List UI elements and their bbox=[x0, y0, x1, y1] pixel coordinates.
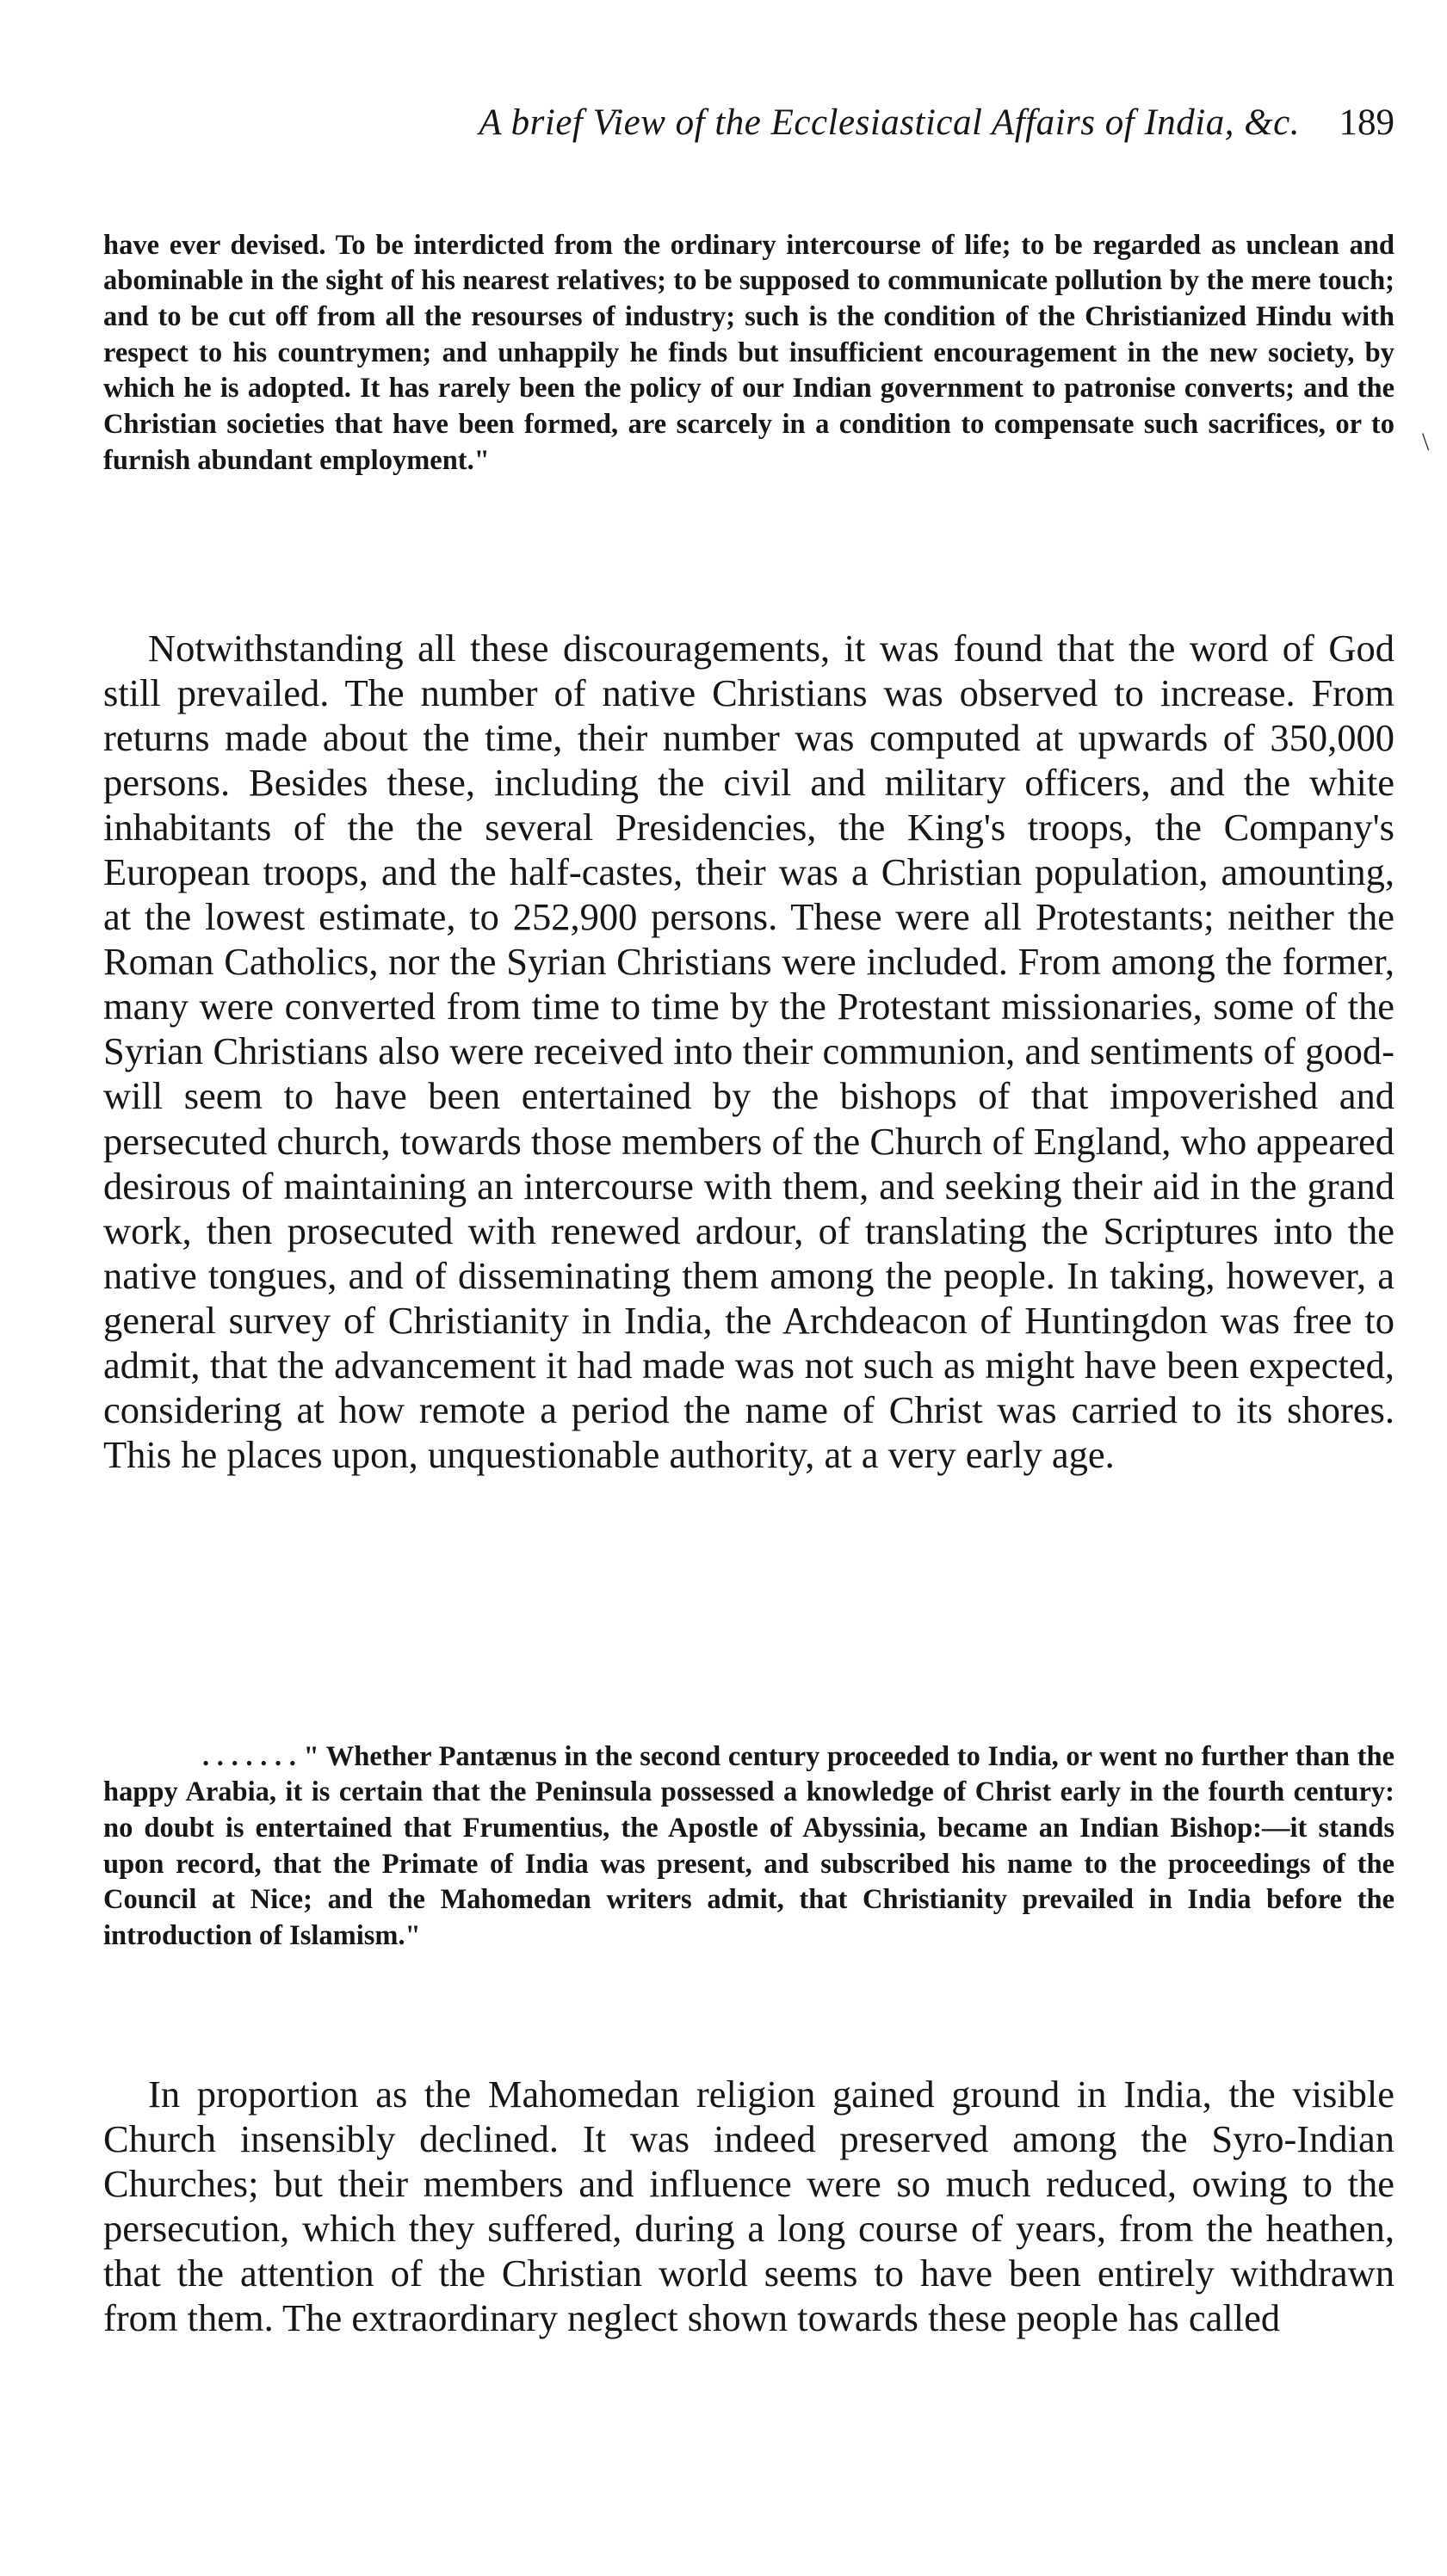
page-number: 189 bbox=[1339, 102, 1394, 143]
quote-pantaenus: . . . . . . . " Whether Pantænus in the second century proceeded to India, or went no further than the happy Arabia, it is certain that the Peninsula possessed a knowledge of Christ early in the fourth century: no doubt is entertained that Frumentius, the Apostle of Abyssinia, became an Indian Bishop:—it stands upon record, that the Primate of India was present, and subscribed his name to the proceedings of the Council at Nice; and the Mahomedan writers admit, that Christianity prevailed in India before the introduction of Islamism." bbox=[103, 1740, 1394, 1952]
running-head bbox=[241, 102, 1394, 153]
paragraph-notwithstanding: Notwithstanding all these discouragements, it was found that the word of God still prevailed. The number of native Christians was observed to increase. From returns made about the time, their number was computed at upwards of 350,000 persons. Besides these, including the civil and military officers, and the white inhabitants of the the several Presidencies, the King's troops, the Company's European troops, and the half-castes, their was a Christian population, amounting, at the lowest estimate, to 252,900 persons. These were all Protestants; neither the Roman Catholics, nor the Syrian Christians were included. From among the former, many were converted from time to time by the Protestant missionaries, some of the Syrian Christians also were received into their communion, and sentiments of good-will seem to have been entertained by the bishops of that impoverished and persecuted church, towards those members of the Church of England, who appeared desirous of maintaining an intercourse with them, and seeking their aid in the grand work, then prosecuted with renewed ardour, of translating the Scriptures into the native tongues, and of disseminating them among the people. In taking, however, a general survey of Christianity in India, the Archdeacon of Huntingdon was free to admit, that the advancement it had made was not such as might have been expected, considering at how remote a period the name of Christ was carried to its shores. This he places upon, unquestionable authority, at a very early age. bbox=[103, 626, 1394, 1477]
margin-mark: \ bbox=[1422, 428, 1430, 456]
paragraph-mahomedan: In proportion as the Mahomedan religion gained ground in India, the visible Church insensibly declined. It was indeed preserved among the Syro-Indian Churches; but their members and influence were so much reduced, owing to the persecution, which they suffered, during a long course of years, from the heathen, that the attention of the Christian world seems to have been entirely withdrawn from them. The extraordinary neglect shown towards these people has called bbox=[103, 2072, 1394, 2339]
quote-continuation: have ever devised. To be interdicted from the ordinary intercourse of life; to be regarded as unclean and abominable in the sight of his nearest relatives; to be supposed to communicate pollution by the mere touch; and to be cut off from all the resourses of industry; such is the condition of the Christianized Hindu with respect to his countrymen; and unhappily he finds but insufficient encouragement in the new society, by which he is adopted. It has rarely been the policy of our Indian government to patronise converts; and the Christian societies that have been formed, are scarcely in a condition to compensate such sacrifices, or to furnish abundant employment." bbox=[103, 229, 1394, 476]
running-head-title: A brief View of the Ecclesiastical Affairs of India, &c. bbox=[479, 102, 1300, 143]
